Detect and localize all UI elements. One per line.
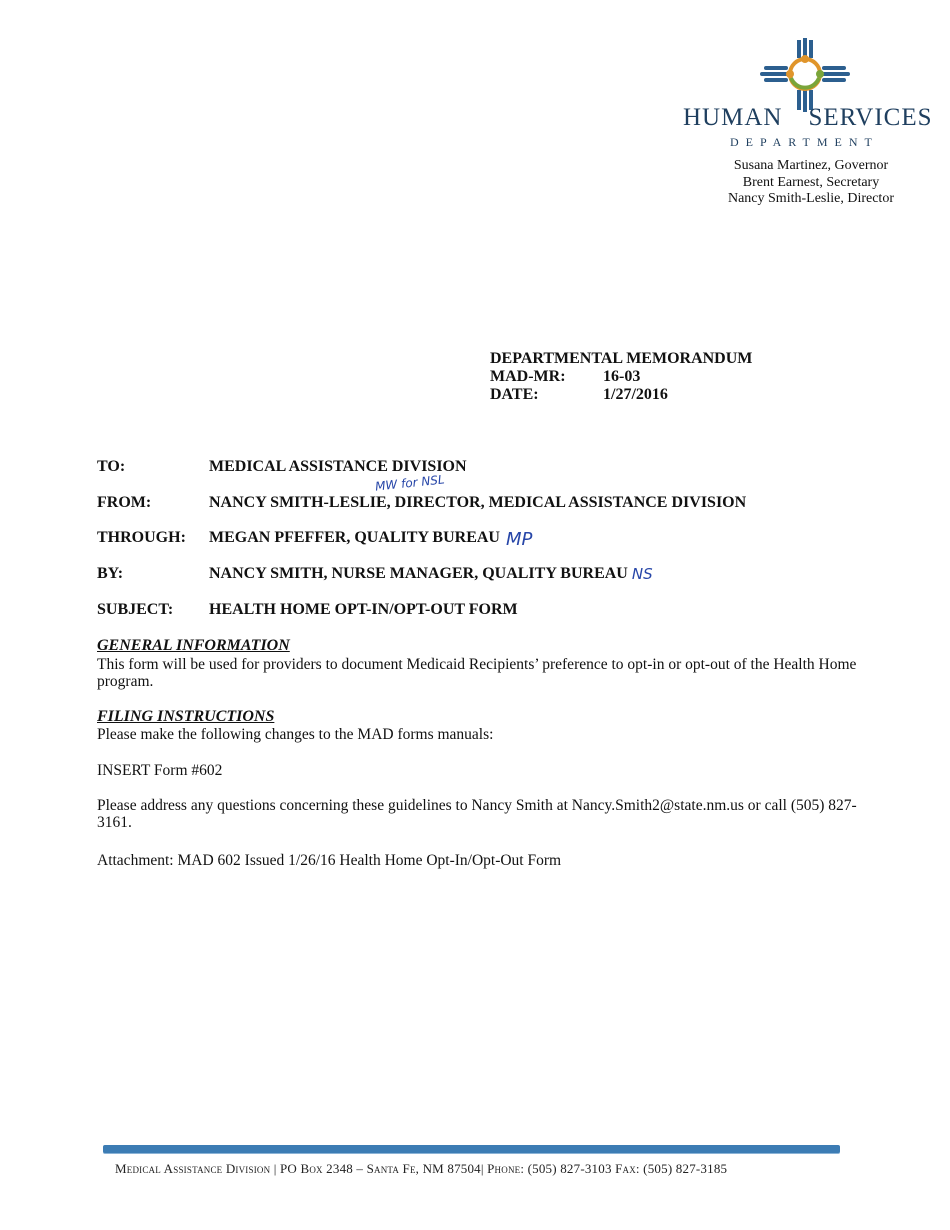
subject-value: HEALTH HOME OPT-IN/OPT-OUT FORM: [209, 601, 518, 618]
memo-number-row: [490, 368, 752, 386]
memo-date-value: 1/27/2016: [603, 386, 668, 403]
general-info-text: This form will be used for providers to document Medicaid Recipients’ preference to opt-in or opt-out of the Health Home program.: [97, 656, 857, 690]
memo-header: [490, 350, 752, 404]
to-line: [97, 458, 467, 476]
memo-date-row: [490, 386, 752, 404]
footer-address: Medical Assistance Division | PO Box 2348 – Santa Fe, NM 87504| Phone: (505) 827-3103 Fax: (505) 827-3185: [115, 1161, 728, 1176]
subject-label: SUBJECT:: [97, 601, 174, 618]
insert-form-line: INSERT Form #602: [97, 762, 223, 779]
by-initials: NS: [631, 565, 653, 583]
hsd-logo-icon: [760, 38, 850, 112]
official-director: Nancy Smith-Leslie, Director: [727, 191, 894, 206]
general-info-heading: GENERAL INFORMATION: [97, 637, 290, 654]
through-label: THROUGH:: [97, 529, 186, 546]
memo-title: DEPARTMENTAL MEMORANDUM: [490, 350, 753, 367]
officials-list: [716, 158, 906, 208]
through-value: MEGAN PFEFFER, QUALITY BUREAU: [209, 529, 500, 546]
from-label: FROM:: [97, 494, 152, 511]
from-line: [97, 494, 746, 512]
filing-text: Please make the following changes to the MAD forms manuals:: [97, 726, 494, 743]
logo-wordmark: [683, 104, 933, 132]
from-annotation: MW for NSL: [374, 472, 446, 494]
through-initials: MP: [505, 529, 533, 550]
memo-date-label: DATE:: [490, 386, 539, 403]
footer-bar: [103, 1145, 840, 1153]
by-line: [97, 565, 653, 583]
logo-word-left: HUMAN: [683, 104, 783, 131]
through-line: [97, 529, 532, 550]
attachment-line: Attachment: MAD 602 Issued 1/26/16 Health Home Opt-In/Opt-Out Form: [97, 852, 562, 869]
filing-heading: FILING INSTRUCTIONS: [97, 708, 275, 725]
to-value: MEDICAL ASSISTANCE DIVISION: [209, 458, 467, 475]
memo-number-label: MAD-MR:: [490, 368, 566, 385]
from-value: NANCY SMITH-LESLIE, DIRECTOR, MEDICAL ASSISTANCE DIVISION: [209, 494, 747, 511]
to-label: TO:: [97, 458, 126, 475]
logo-subtitle: DEPARTMENT: [730, 135, 879, 149]
memo-number-value: 16-03: [603, 368, 641, 385]
official-governor: Susana Martinez, Governor: [733, 158, 889, 173]
official-secretary: Brent Earnest, Secretary: [742, 174, 880, 190]
logo-word-right: SERVICES: [808, 104, 933, 131]
by-label: BY:: [97, 565, 124, 582]
by-value: NANCY SMITH, NURSE MANAGER, QUALITY BUREAU: [209, 565, 628, 582]
questions-text: Please address any questions concerning these guidelines to Nancy Smith at Nancy.Smith2@state.nm.us or call (505) 827-3161.: [97, 797, 857, 831]
subject-line: [97, 601, 518, 619]
